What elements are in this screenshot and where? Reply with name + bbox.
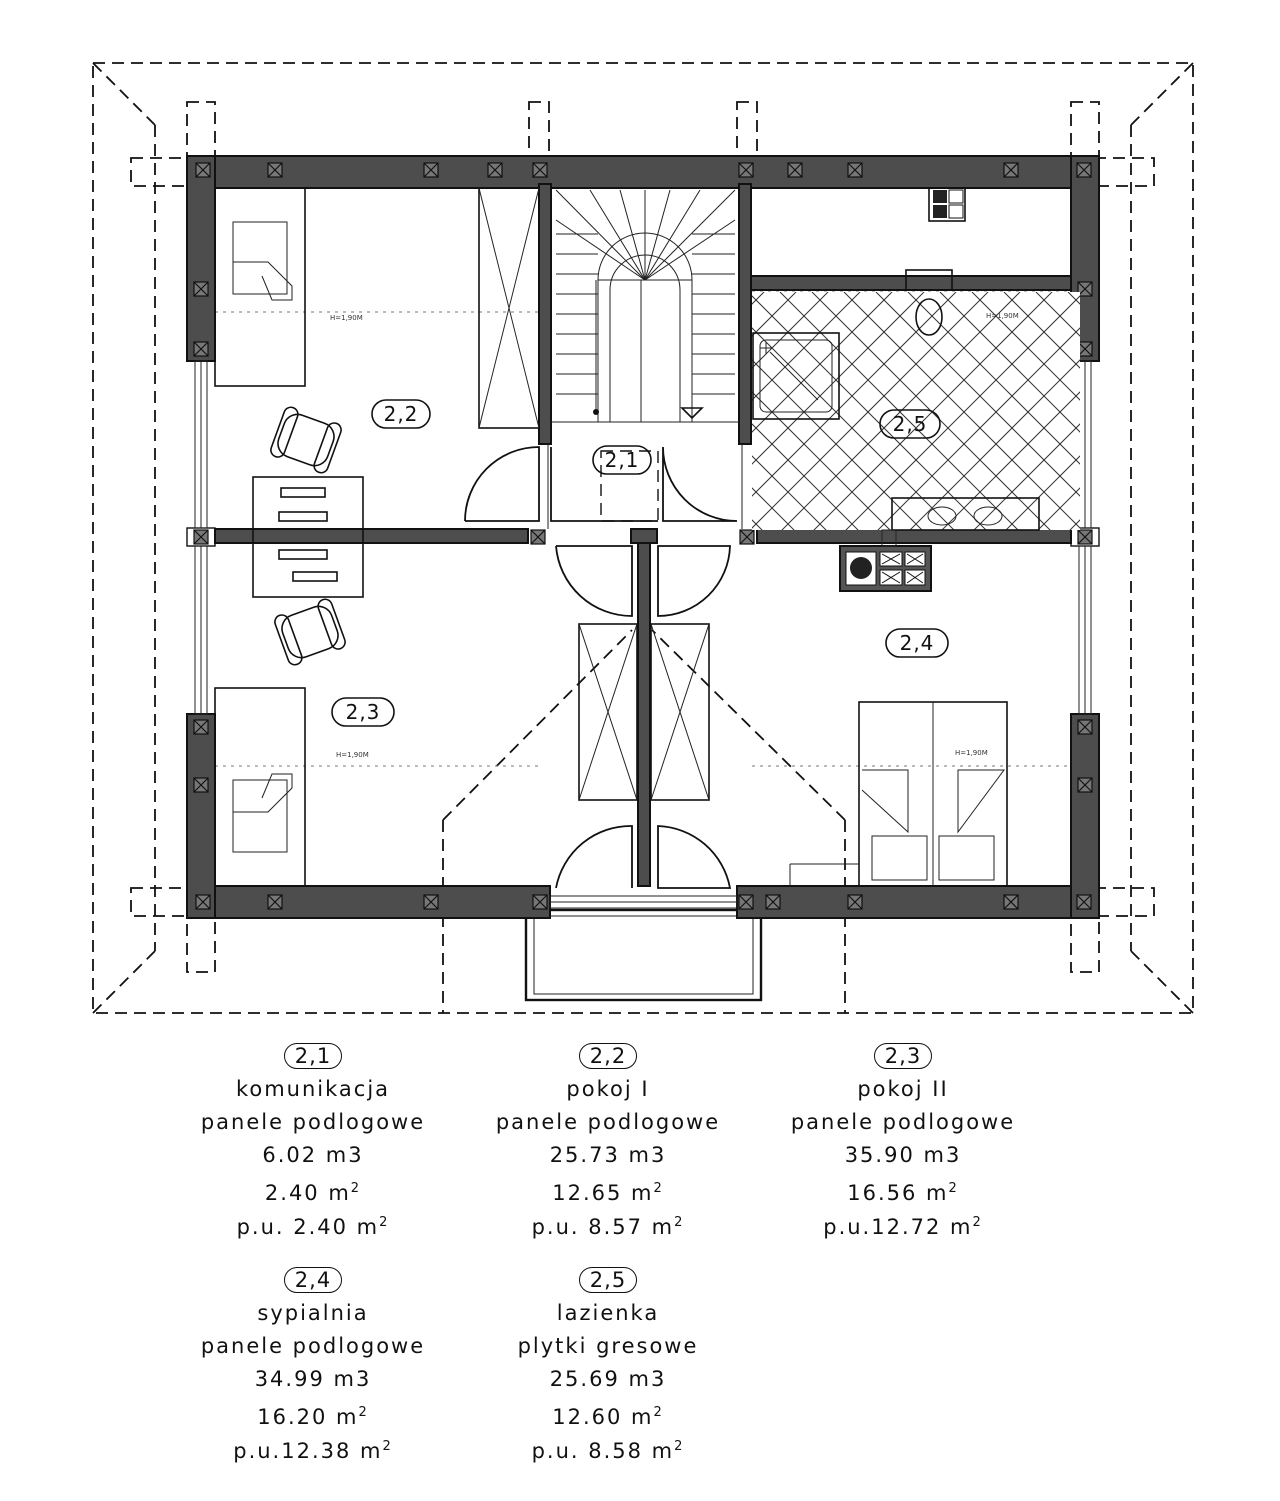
legend-floor-type: panele podlogowe [790, 1110, 1016, 1134]
height-mark: H=1,90M [336, 751, 369, 759]
legend-volume: 34.99 m3 [254, 1367, 372, 1391]
legend-room-id: 2,4 [284, 1267, 342, 1293]
room-tag-2-4 [886, 629, 948, 657]
unit-superscript: 2 [653, 1405, 664, 1420]
room-2-4-bed [790, 702, 1007, 886]
legend-room-id: 2,1 [284, 1043, 342, 1069]
legend-area-line [458, 1172, 758, 1210]
room-tag-text: 2,1 [604, 448, 640, 472]
legend-room-name: lazienka [556, 1301, 660, 1325]
legend-room-2-5 [458, 1264, 758, 1464]
room-tag-text: 2,3 [345, 700, 381, 724]
legend-area-line [753, 1172, 1053, 1210]
legend-room-name: pokoj I [566, 1077, 650, 1101]
unit-superscript: 2 [358, 1405, 369, 1420]
legend-room-2-4 [163, 1264, 463, 1464]
tile-line [1100, 292, 1280, 532]
legend-area: 2.40 m [264, 1181, 351, 1205]
legend-room-id: 2,3 [874, 1043, 932, 1069]
tile-line [1100, 292, 1280, 532]
legend-floor-type: plytki gresowe [517, 1334, 699, 1358]
height-mark: H=1,90M [955, 749, 988, 757]
legend-volume: 6.02 m3 [262, 1143, 364, 1167]
height-mark: H=1,90M [330, 314, 363, 322]
legend-area-line [458, 1396, 758, 1434]
utility-area [929, 188, 965, 221]
legend-area: 12.65 m [552, 1181, 654, 1205]
unit-superscript: 2 [948, 1181, 959, 1196]
legend-floor-type: panele podlogowe [495, 1110, 721, 1134]
legend-volume: 25.69 m3 [549, 1367, 667, 1391]
legend-usable-area: p.u. 8.57 m [531, 1215, 675, 1239]
tile-line [492, 292, 732, 532]
legend-area: 12.60 m [552, 1405, 654, 1429]
legend-usable-area: p.u. 8.58 m [531, 1439, 675, 1463]
tile-line [524, 292, 764, 532]
unit-superscript: 2 [350, 1181, 362, 1196]
unit-superscript: 2 [653, 1181, 664, 1196]
legend-floor-type: panele podlogowe [200, 1334, 426, 1358]
legend-usable-area: p.u.12.72 m [823, 1215, 973, 1239]
legend-area: 16.56 m [847, 1181, 949, 1205]
room-tag-2-2 [372, 400, 430, 428]
legend-room-name: sypialnia [257, 1301, 369, 1325]
unit-superscript: 2 [674, 1215, 685, 1230]
room-tag-text: 2,4 [899, 631, 935, 655]
legend-usable-line [458, 1434, 758, 1464]
legend-room-2-2 [458, 1040, 758, 1240]
legend-usable-area: p.u. 2.40 m [236, 1215, 380, 1239]
room-tag-text: 2,5 [892, 412, 928, 436]
legend-room-name: pokoj II [857, 1077, 949, 1101]
tile-line [492, 292, 732, 532]
legend-area-line [163, 1172, 463, 1210]
legend-volume: 35.90 m3 [844, 1143, 962, 1167]
legend-room-id: 2,5 [579, 1267, 637, 1293]
legend-floor-type: panele podlogowe [200, 1110, 426, 1134]
unit-superscript: 2 [379, 1215, 390, 1230]
legend-room-2-3 [753, 1040, 1053, 1240]
legend-usable-line [163, 1210, 463, 1240]
legend-usable-line [163, 1434, 463, 1464]
unit-superscript: 2 [972, 1215, 983, 1230]
legend-usable-line [458, 1210, 758, 1240]
balcony [526, 910, 761, 1000]
room-tag-text: 2,2 [383, 402, 419, 426]
legend-room-name: komunikacja [235, 1077, 391, 1101]
height-mark: H=1,90M [986, 312, 1019, 320]
legend-area-line [163, 1396, 463, 1434]
room-2-3-furniture [215, 597, 709, 886]
legend-usable-area: p.u.12.38 m [233, 1439, 383, 1463]
room-tag-2-3 [332, 698, 394, 726]
unit-superscript: 2 [674, 1439, 685, 1454]
unit-superscript: 2 [382, 1439, 393, 1454]
legend-usable-line [753, 1210, 1053, 1240]
legend-room-2-1 [163, 1040, 463, 1240]
legend-room-id: 2,2 [579, 1043, 637, 1069]
legend-volume: 25.73 m3 [549, 1143, 667, 1167]
legend-area: 16.20 m [257, 1405, 359, 1429]
tile-line [524, 292, 764, 532]
staircase [556, 190, 735, 422]
